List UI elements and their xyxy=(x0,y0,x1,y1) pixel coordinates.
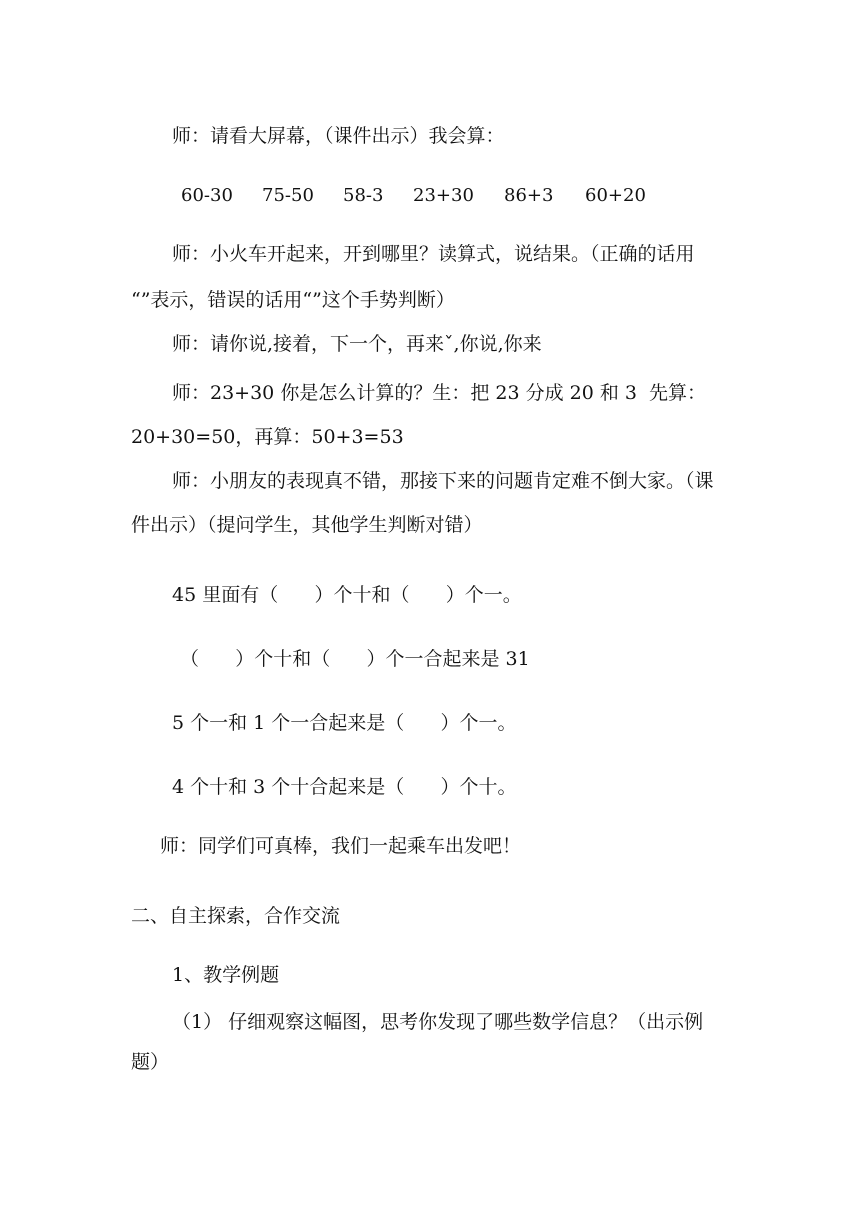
paragraph-train-line2: “”表示，错误的话用“”这个手势判断） xyxy=(131,289,455,311)
paragraph-depart: 师：同学们可真棒，我们一起乘车出发吧！ xyxy=(160,835,522,857)
calculation-item: 60+20 xyxy=(585,185,646,206)
calculation-item: 58-3 xyxy=(343,185,384,206)
calculation-item: 23+30 xyxy=(413,185,474,206)
paragraph-praise-line2: 件出示）（提问学生，其他学生判断对错） xyxy=(131,514,483,536)
section-heading: 二、自主探索，合作交流 xyxy=(131,905,341,927)
paragraph-observe-line1: （1） 仔细观察这幅图，思考你发现了哪些数学信息？（出示例 xyxy=(172,1011,704,1033)
paragraph-praise-line1: 师：小朋友的表现真不错，那接下来的问题肯定难不倒大家。（课 xyxy=(172,470,714,492)
question-line: 45 里面有（ ）个十和（ ）个一。 xyxy=(172,584,522,606)
subsection-heading: 1、教学例题 xyxy=(172,964,280,986)
question-line: 4 个十和 3 个十合起来是（ ）个十。 xyxy=(172,776,517,798)
paragraph-method-line2: 20+30=50，再算：50+3=53 xyxy=(131,426,404,448)
paragraph-observe-line2: 题） xyxy=(131,1051,170,1073)
calculation-item: 75-50 xyxy=(262,185,314,206)
question-line: 5 个一和 1 个一合起来是（ ）个一。 xyxy=(172,712,517,734)
paragraph-train-line1: 师：小火车开起来，开到哪里？读算式，说结果。（正确的话用 xyxy=(172,243,695,265)
calculation-item: 86+3 xyxy=(504,185,554,206)
paragraph-next: 师：请你说,接着，下一个，再来ˇ,你说,你来 xyxy=(172,333,542,355)
question-line: （ ）个十和（ ）个一合起来是 31 xyxy=(180,648,530,670)
paragraph-method-line1: 师：23+30 你是怎么计算的？生：把 23 分成 20 和 3 先算： xyxy=(172,382,707,404)
calculation-item: 60-30 xyxy=(181,185,233,206)
paragraph-intro: 师：请看大屏幕，（课件出示）我会算： xyxy=(172,125,505,147)
